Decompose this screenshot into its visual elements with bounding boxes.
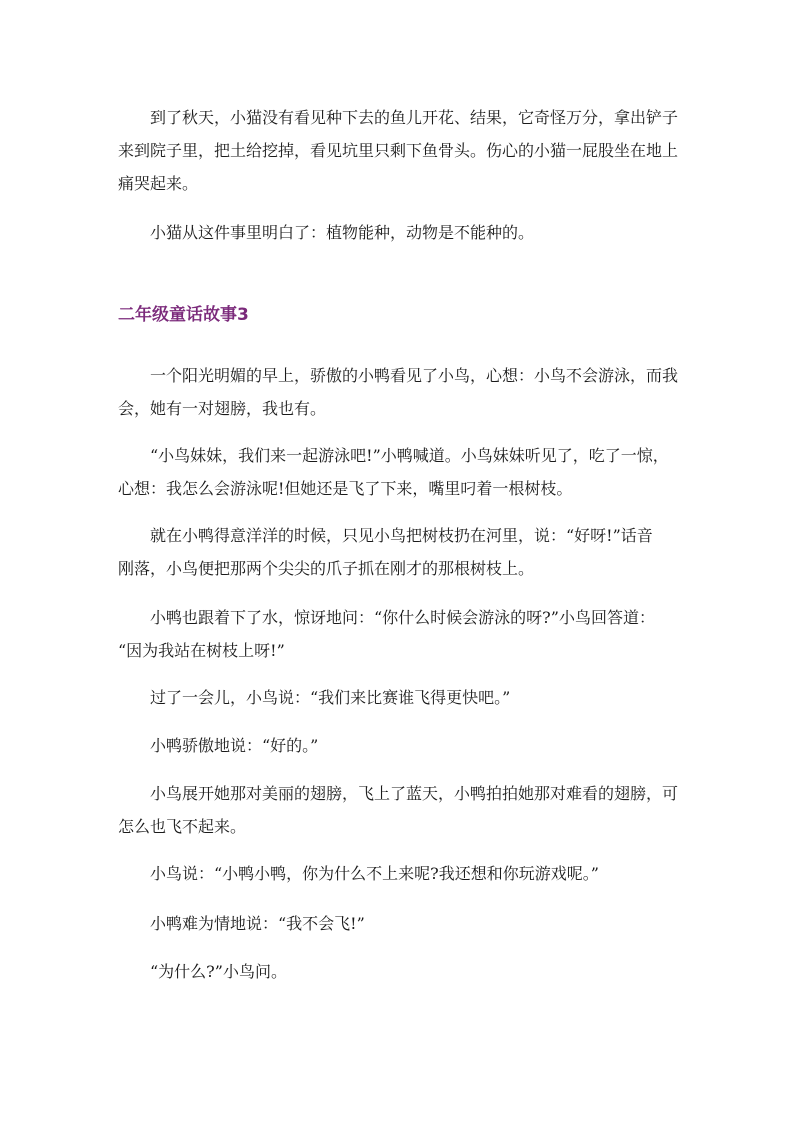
paragraph [118, 216, 678, 249]
paragraph-line: 怎么也飞不起来。 [118, 817, 247, 836]
paragraph-line: “因为我站在树枝上呀!” [118, 641, 285, 660]
paragraph-line: 小鸭难为情地说：“我不会飞!” [118, 914, 365, 933]
paragraph-line: “为什么?”小鸟问。 [118, 962, 287, 981]
paragraph [118, 907, 678, 940]
paragraph-line: 刚落，小鸟便把那两个尖尖的爪子抓在刚才的那根树枝上。 [118, 559, 535, 578]
paragraph-line: 会，她有一对翅膀，我也有。 [118, 399, 327, 418]
paragraph-line: 小鸟展开她那对美丽的翅膀，飞上了蓝天，小鸭拍拍她那对难看的翅膀，可 [118, 784, 679, 803]
paragraph-line: 小鸭骄傲地说：“好的。” [118, 736, 319, 755]
section-heading: 二年级童话故事3 [118, 305, 249, 325]
paragraph [118, 101, 678, 200]
paragraph-line: 来到院子里，把土给挖掉，看见坑里只剩下鱼骨头。伤心的小猫一屁股坐在地上 [118, 141, 679, 160]
paragraph [118, 777, 678, 843]
paragraph [118, 439, 678, 505]
paragraph-line: 到了秋天，小猫没有看见种下去的鱼儿开花、结果，它奇怪万分，拿出铲子 [118, 108, 679, 127]
paragraph-line: 就在小鸭得意洋洋的时候，只见小鸟把树枝扔在河里，说：“好呀!”话音 [118, 526, 653, 545]
paragraph [118, 519, 678, 585]
paragraph-line: 小猫从这件事里明白了：植物能种，动物是不能种的。 [118, 223, 535, 242]
paragraph-line: 心想：我怎么会游泳呢!但她还是飞了下来，嘴里叼着一根树枝。 [118, 479, 573, 498]
paragraph [118, 857, 678, 890]
paragraph-line: “小鸟妹妹，我们来一起游泳吧!”小鸭喊道。小鸟妹妹听见了，吃了一惊， [118, 446, 669, 465]
paragraph-line: 一个阳光明媚的早上，骄傲的小鸭看见了小鸟，心想：小鸟不会游泳，而我 [118, 366, 679, 385]
paragraph [118, 601, 678, 667]
paragraph [118, 681, 678, 714]
paragraph-line: 小鸭也跟着下了水，惊讶地问：“你什么时候会游泳的呀?”小鸟回答道： [118, 608, 655, 627]
paragraph-line: 过了一会儿，小鸟说：“我们来比赛谁飞得更快吧。” [118, 688, 511, 707]
paragraph-line: 痛哭起来。 [118, 174, 199, 193]
paragraph [118, 359, 678, 425]
paragraph [118, 955, 678, 988]
paragraph-line: 小鸟说：“小鸭小鸭，你为什么不上来呢?我还想和你玩游戏呢。” [118, 864, 599, 883]
paragraph [118, 729, 678, 762]
